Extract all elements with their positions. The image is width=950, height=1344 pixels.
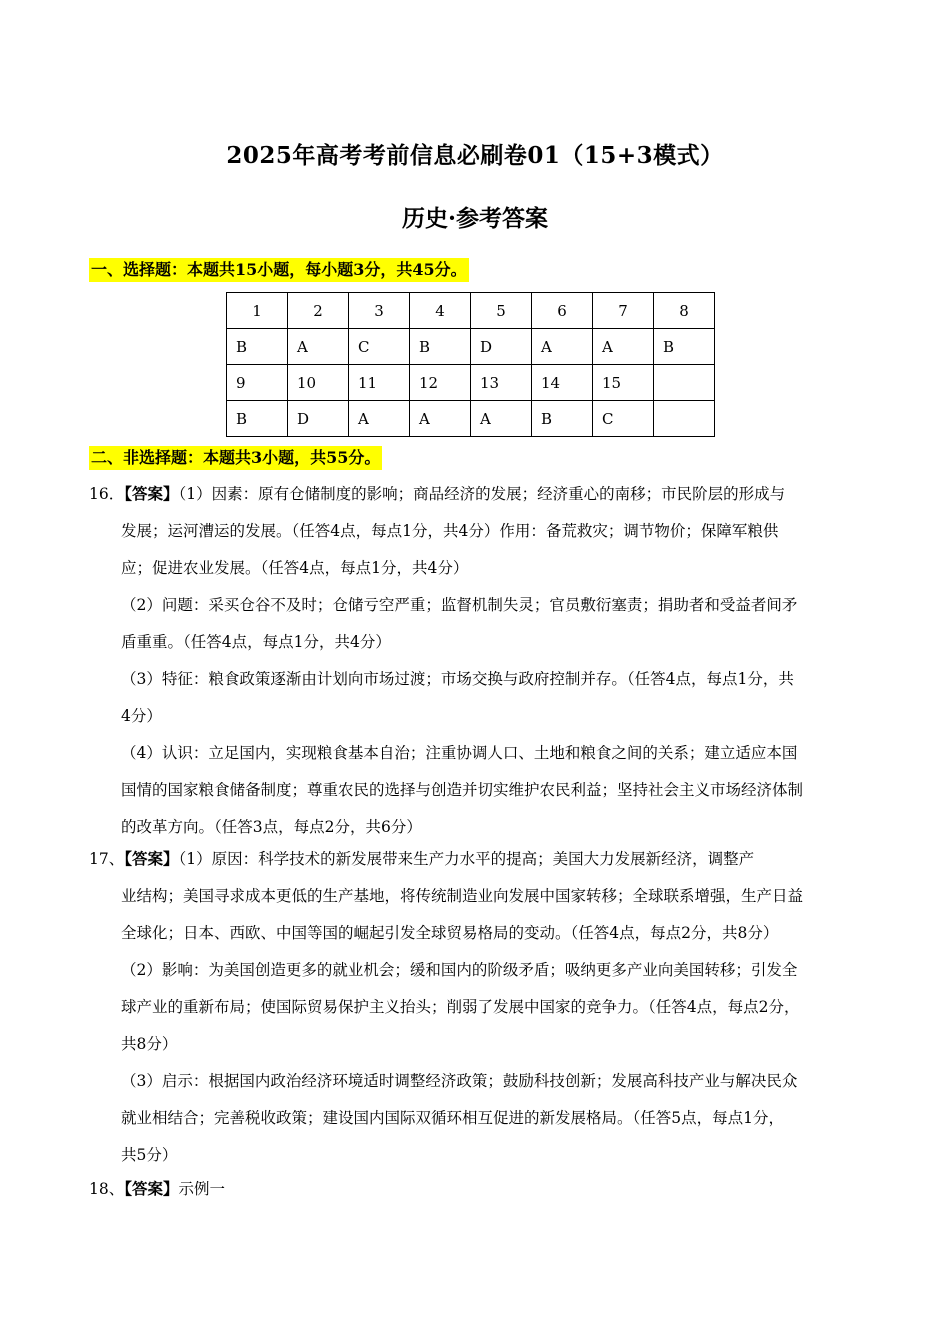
table-cell: 3	[349, 293, 410, 329]
table-cell: B	[227, 401, 288, 437]
q17-line: 共5分）	[121, 1146, 178, 1164]
section-heading-nonchoice: 二、非选择题：本题共3小题，共55分。	[89, 446, 382, 470]
q17-line: 业结构；美国寻求成本更低的生产基地，将传统制造业向发展中国家转移；全球联系增强，生产日益	[121, 887, 804, 905]
q16-line: 应；促进农业发展。（任答4点，每点1分，共4分）	[121, 559, 469, 577]
q16-line: （4）认识：立足国内，实现粮食基本自治；注重协调人口、土地和粮食之间的关系；建立适应本国	[121, 744, 798, 762]
table-cell: 1	[227, 293, 288, 329]
table-cell: 15	[593, 365, 654, 401]
table-cell: 13	[471, 365, 532, 401]
page-title: 2025年高考考前信息必刷卷01（15+3模式）	[226, 142, 724, 169]
table-cell: A	[593, 329, 654, 365]
table-cell: A	[288, 329, 349, 365]
question-16-answer	[89, 475, 864, 846]
answer-table	[226, 292, 715, 437]
table-row	[227, 329, 715, 365]
page-subtitle: 历史·参考答案	[401, 205, 548, 232]
q18-number: 18、	[89, 1180, 125, 1198]
q16-line: 的改革方向。（任答3点，每点2分，共6分）	[121, 818, 422, 836]
q18-first-line	[89, 1170, 864, 1208]
table-cell: C	[593, 401, 654, 437]
table-cell: 10	[288, 365, 349, 401]
table-cell: B	[227, 329, 288, 365]
q17-first-line	[89, 840, 864, 878]
q17-answer-tag: 【答案】	[124, 849, 179, 868]
q17-number: 17、	[89, 850, 125, 868]
table-cell	[654, 401, 715, 437]
q16-line: 盾重重。（任答4点，每点1分，共4分）	[121, 633, 391, 651]
q17-line: 全球化；日本、西欧、中国等国的崛起引发全球贸易格局的变动。（任答4点，每点2分，共8分）	[121, 924, 779, 942]
table-cell: B	[532, 401, 593, 437]
table-row	[227, 365, 715, 401]
table-cell: 7	[593, 293, 654, 329]
table-cell	[654, 365, 715, 401]
table-cell: A	[349, 401, 410, 437]
question-18-answer	[89, 1170, 864, 1208]
table-cell: D	[471, 329, 532, 365]
table-cell: 12	[410, 365, 471, 401]
table-cell: 11	[349, 365, 410, 401]
table-cell: D	[288, 401, 349, 437]
question-17-answer	[89, 840, 864, 1174]
q18-answer-tag: 【答案】	[124, 1179, 179, 1198]
table-cell: A	[471, 401, 532, 437]
q17-line: （2）影响：为美国创造更多的就业机会；缓和国内的阶级矛盾；吸纳更多产业向美国转移；引发全	[121, 961, 798, 979]
q17-line: 共8分）	[121, 1035, 178, 1053]
table-cell: 4	[410, 293, 471, 329]
q17-line: 就业相结合；完善税收政策；建设国内国际双循环相互促进的新发展格局。（任答5点，每点1分，	[121, 1109, 784, 1127]
q16-answer-tag: 【答案】	[124, 484, 179, 503]
table-cell: C	[349, 329, 410, 365]
q16-number: 16．	[89, 485, 125, 503]
table-cell: 9	[227, 365, 288, 401]
table-row	[227, 401, 715, 437]
q16-line: （3）特征：粮食政策逐渐由计划向市场过渡；市场交换与政府控制并存。（任答4点，每点1分，共	[121, 670, 794, 688]
q17-line: （3）启示：根据国内政治经济环境适时调整经济政策；鼓励科技创新；发展高科技产业与解决民众	[121, 1072, 798, 1090]
table-cell: B	[410, 329, 471, 365]
q16-line: 国情的国家粮食储备制度；尊重农民的选择与创造并切实维护农民利益；坚持社会主义市场经济体制	[121, 781, 804, 799]
q16-first-line	[89, 475, 864, 513]
q16-line: 发展；运河漕运的发展。（任答4点，每点1分，共4分）作用：备荒救灾；调节物价；保障军粮供	[121, 522, 779, 540]
q16-line: （1）因素：原有仓储制度的影响；商品经济的发展；经济重心的南移；市民阶层的形成与	[178, 485, 786, 503]
table-cell: 14	[532, 365, 593, 401]
table-cell: 8	[654, 293, 715, 329]
q17-line: （1）原因：科学技术的新发展带来生产力水平的提高；美国大力发展新经济，调整产	[178, 850, 755, 868]
table-cell: 2	[288, 293, 349, 329]
table-cell: B	[654, 329, 715, 365]
table-row	[227, 293, 715, 329]
section-heading-choice: 一、选择题：本题共15小题，每小题3分，共45分。	[89, 258, 469, 282]
q17-line: 球产业的重新布局；使国际贸易保护主义抬头；削弱了发展中国家的竞争力。（任答4点，每点2分，	[121, 998, 800, 1016]
table-cell: A	[532, 329, 593, 365]
q18-line: 示例一	[178, 1180, 226, 1198]
table-cell: 5	[471, 293, 532, 329]
q16-line: （2）问题：采买仓谷不及时；仓储亏空严重；监督机制失灵；官员敷衍塞责；捐助者和受益者间矛	[121, 596, 798, 614]
table-cell: A	[410, 401, 471, 437]
q16-line: 4分）	[121, 707, 162, 725]
table-cell: 6	[532, 293, 593, 329]
